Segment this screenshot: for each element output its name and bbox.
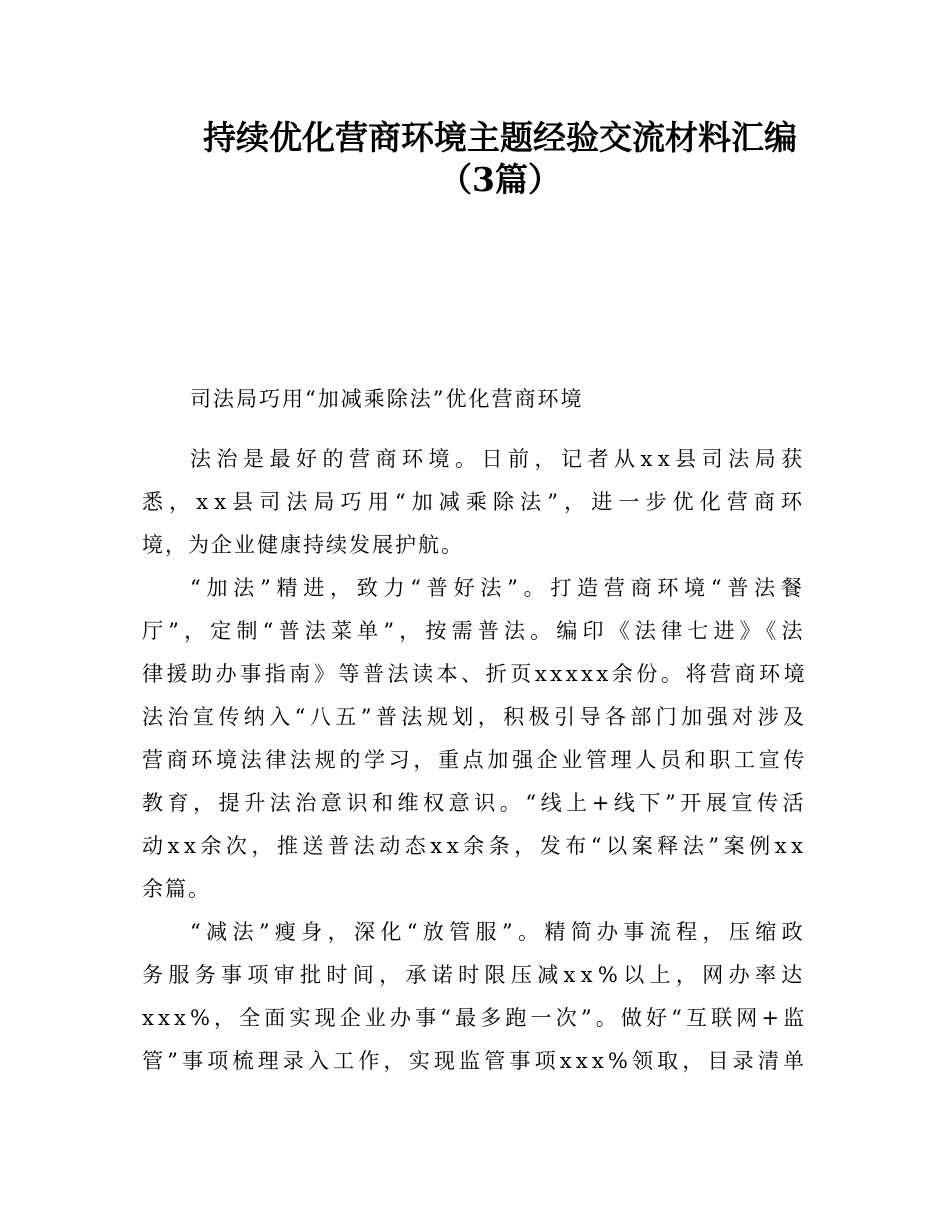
section-heading: 司法局巧用“加减乘除法”优化营商环境 bbox=[190, 387, 584, 411]
body-line: 管”事项梳理录入工作，实现监管事项xxx%领取，目录清单 bbox=[142, 1049, 809, 1073]
body-line: 律援助办事指南》等普法读本、折页xxxxx余份。将营商环境 bbox=[142, 662, 809, 686]
body-line: “加法”精进，致力“普好法”。打造营商环境“普法餐 bbox=[190, 576, 808, 600]
body-line: 教育，提升法治意识和维权意识。“线上+线下”开展宣传活 bbox=[142, 791, 809, 815]
body-line: 法治宣传纳入“八五”普法规划，积极引导各部门加强对涉及 bbox=[142, 705, 809, 729]
body-line: 境，为企业健康持续发展护航。 bbox=[142, 533, 464, 557]
body-line: 余篇。 bbox=[142, 877, 211, 901]
body-line: “减法”瘦身，深化“放管服”。精简办事流程，压缩政 bbox=[190, 920, 808, 944]
body-line: 动xx余次，推送普法动态xx余条，发布“以案释法”案例xx bbox=[142, 834, 808, 858]
document-title-count: （3篇） bbox=[439, 160, 561, 199]
body-line: 悉，xx县司法局巧用“加减乘除法”，进一步优化营商环 bbox=[142, 490, 809, 514]
body-line: xxx%，全面实现企业办事“最多跑一次”。做好“互联网+监 bbox=[142, 1006, 809, 1030]
document-title: 持续优化营商环境主题经验交流材料汇编 bbox=[203, 118, 797, 157]
body-line: 法治是最好的营商环境。日前，记者从xx县司法局获 bbox=[190, 447, 808, 471]
body-line: 务服务事项审批时间，承诺时限压减xx%以上，网办率达 bbox=[142, 963, 808, 987]
body-line: 营商环境法律法规的学习，重点加强企业管理人员和职工宣传 bbox=[142, 748, 808, 772]
body-line: 厅”，定制“普法菜单”，按需普法。编印《法律七进》《法 bbox=[142, 619, 808, 643]
